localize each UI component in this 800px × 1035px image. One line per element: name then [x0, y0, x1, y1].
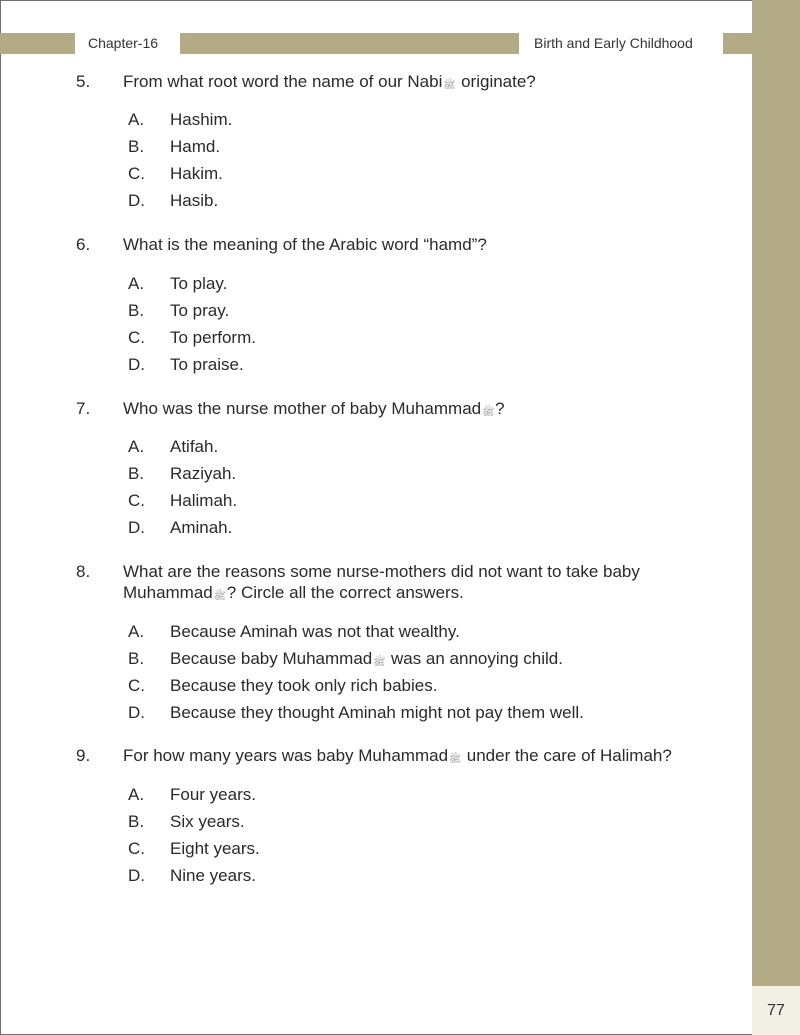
side-decor-bar	[752, 0, 800, 986]
question-text: For how many years was baby Muhammadﷺ under the care of Halimah?	[123, 746, 672, 765]
question-number: 7.	[76, 399, 91, 418]
salutation-icon: ﷺ	[482, 407, 495, 418]
question-number: 5.	[76, 72, 91, 91]
question-number: 8.	[76, 562, 91, 581]
salutation-icon: ﷺ	[443, 80, 456, 91]
salutation-icon: ﷺ	[213, 591, 226, 602]
question-text: What are the reasons some nurse-mothers did not want to take baby Muhammadﷺ? Circle all the correct answers.	[123, 562, 640, 602]
header-decor-middle	[180, 33, 519, 54]
question-text: What is the meaning of the Arabic word “hamd”?	[123, 235, 487, 254]
chapter-label: Chapter-16	[88, 35, 159, 51]
section-title: Birth and Early Childhood	[534, 35, 693, 51]
page-number: 77	[752, 986, 800, 1035]
salutation-icon: ﷺ	[373, 657, 386, 668]
question-number: 6.	[76, 235, 91, 254]
question-text: From what root word the name of our Nabiﷺ originate?	[123, 72, 536, 91]
header-decor-right	[723, 33, 752, 54]
question-text: Who was the nurse mother of baby Muhammadﷺ?	[123, 399, 505, 418]
question-number: 9.	[76, 746, 91, 765]
salutation-icon: ﷺ	[449, 754, 462, 765]
page-header	[0, 33, 752, 54]
header-decor-left	[0, 33, 75, 54]
